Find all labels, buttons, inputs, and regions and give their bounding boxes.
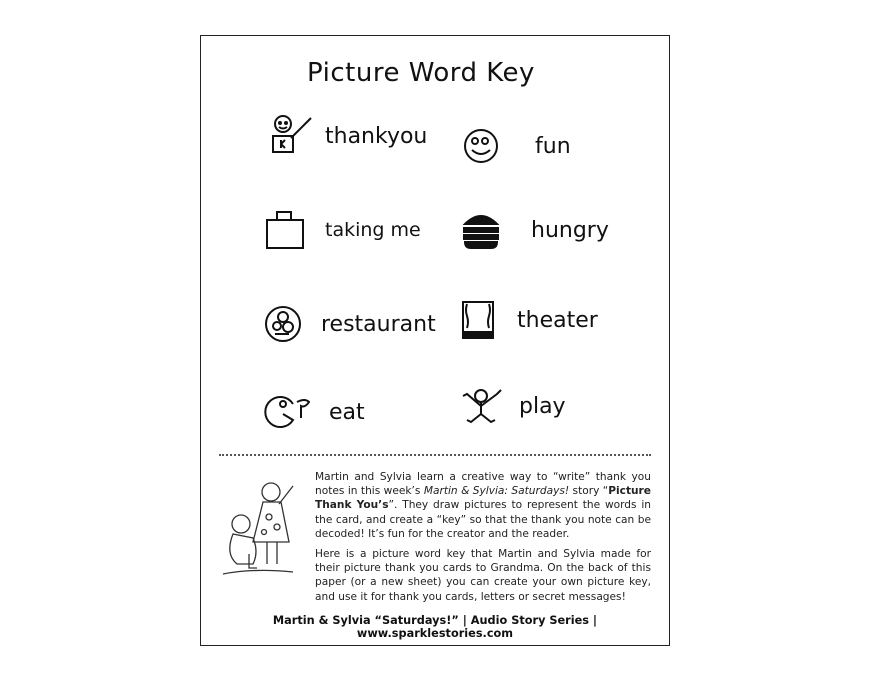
key-word: fun (535, 133, 571, 159)
bag-icon (263, 208, 315, 252)
footer: Martin & Sylvia “Saturdays!” | Audio Story Series | www.sparklestories.com (272, 614, 598, 640)
description-paragraph-2: Here is a picture word key that Martin and Sylvia made for their picture thank you cards to Grandma. On the back of this paper (or a new sheet) you can create your own picture key, and use it for thank you cards, letters or secret messages! (315, 548, 651, 603)
key-word: play (519, 393, 566, 419)
key-word: restaurant (321, 311, 436, 337)
description-paragraph-1 (315, 470, 651, 541)
text: Martin and Sylvia learn a creative way to “write” thank you notes in this week’s (315, 471, 651, 498)
martin-and-sylvia-illustration (219, 472, 299, 584)
plate-icon (263, 302, 315, 346)
key-item-restaurant (263, 302, 436, 346)
text: ”. They draw pictures to represent the words in the card, and create a “key” so that the thank you note can be decoded! It’s fun for the creator and the reader. (315, 499, 652, 540)
key-item-theater (459, 298, 598, 342)
key-item-eat (263, 390, 365, 434)
key-item-fun (459, 124, 571, 168)
key-item-thankyou (263, 114, 427, 158)
key-item-play (457, 384, 566, 428)
key-word: theater (517, 307, 598, 333)
stick-figure-icon (263, 114, 315, 158)
description (315, 470, 651, 610)
key-word: eat (329, 399, 365, 425)
page-title: Picture Word Key (307, 58, 535, 88)
key-word: hungry (531, 217, 609, 243)
stage-curtain-icon (459, 298, 511, 342)
key-item-hungry (459, 208, 609, 252)
smiley-face-icon (459, 124, 511, 168)
worksheet-page (200, 35, 670, 646)
text: story “ (569, 485, 609, 498)
eating-face-icon (263, 390, 315, 434)
series-title: Martin & Sylvia: Saturdays! (423, 485, 570, 498)
key-word: thankyou (325, 123, 428, 149)
key-word: taking me (325, 219, 421, 241)
dotted-divider (219, 454, 651, 456)
burger-icon (459, 208, 511, 252)
key-item-taking-me (263, 208, 421, 252)
story-title: Picture Thank You’s (315, 485, 651, 512)
jumping-figure-icon (457, 384, 509, 428)
